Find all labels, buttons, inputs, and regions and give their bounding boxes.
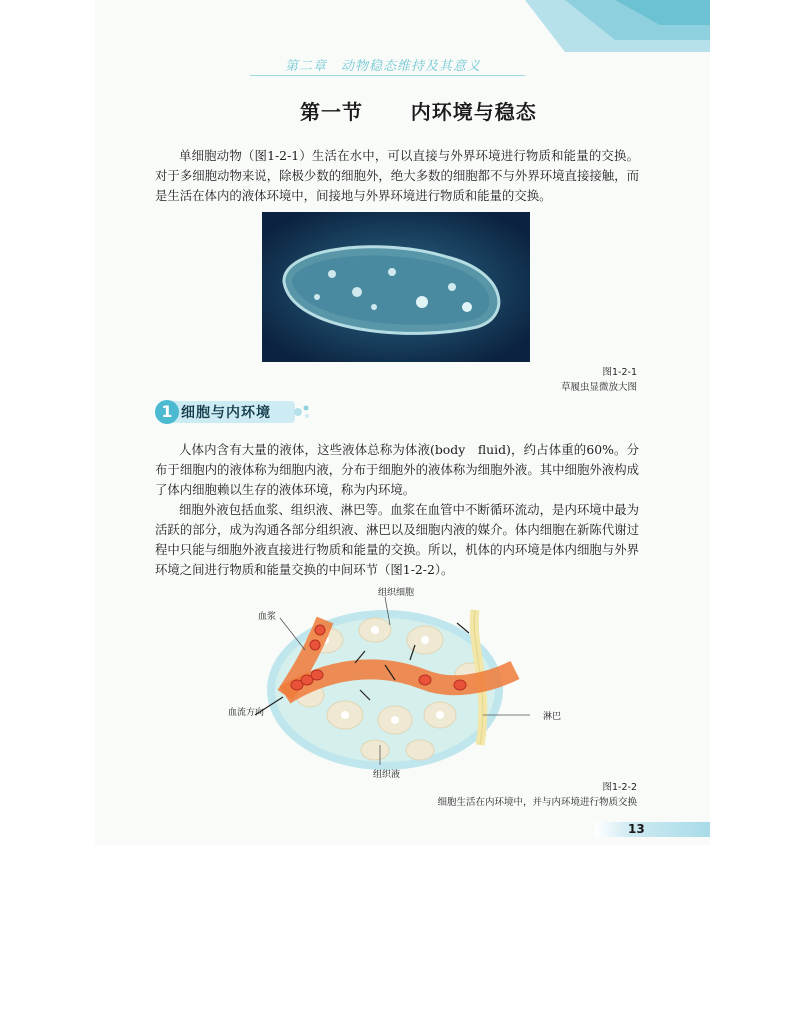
section-number: 第一节 xyxy=(300,100,363,124)
figure2-caption xyxy=(437,780,637,810)
page-number-bar xyxy=(595,822,710,837)
label-tissue-cells: 组织细胞 xyxy=(378,588,415,598)
decorative-dots xyxy=(293,402,313,422)
label-tissue-fluid: 组织液 xyxy=(373,770,401,780)
section-name: 内环境与稳态 xyxy=(410,100,537,124)
body-paragraph-1: 人体内含有大量的液体，这些液体总称为体液(body fluid)，约占体重的60%。分布于细胞内的液体称为细胞内液，分布于细胞外的液体称为细胞外液。其中细胞外液构成了体内细胞赖以生存的液体环境，称为内环境。 xyxy=(155,442,639,497)
body-paragraph-2: 细胞外液包括血浆、组织液、淋巴等。血浆在血管中不断循环流动，是内环境中最为活跃的部分，成为沟通各部分组织液、淋巴以及细胞内液的媒介。体内细胞在新陈代谢过程中只能与细胞外液直接进行物质和能量的交换。所以，机体的内环境是体内细胞与外界环境之间进行物质和能量交换的中间环节（图1-2-2）。 xyxy=(155,502,639,577)
intro-paragraph: 单细胞动物（图1-2-1）生活在水中，可以直接与外界环境进行物质和能量的交换。对于多细胞动物来说，除极少数的细胞外，绝大多数的细胞都不与外界环境直接接触，而是生活在体内的液体环境中，间接地与外界环境进行物质和能量的交换。 xyxy=(155,148,639,203)
subsection-heading xyxy=(155,398,315,426)
chapter-header: 第二章 动物稳态维持及其意义 xyxy=(285,59,482,74)
section-title xyxy=(300,96,537,125)
figure1-caption xyxy=(561,365,637,395)
figure2-text: 细胞生活在内环境中，并与内环境进行物质交换 xyxy=(437,797,637,808)
subsection-title: 细胞与内环境 xyxy=(181,405,271,421)
label-plasma: 血浆 xyxy=(258,612,277,622)
subsection-number: 1 xyxy=(155,400,179,424)
paramecium-photo xyxy=(262,212,530,362)
chapter-header-rule xyxy=(250,75,525,76)
corner-decoration xyxy=(95,0,710,60)
label-lymph: 淋巴 xyxy=(543,712,562,722)
page-number: 13 xyxy=(628,822,645,836)
label-flow-direction: 血流方向 xyxy=(228,708,265,718)
figure1-text: 草履虫显微放大图 xyxy=(560,382,637,393)
figure2-label: 图1-2-2 xyxy=(602,782,637,793)
figure1-label: 图1-2-1 xyxy=(602,367,637,378)
